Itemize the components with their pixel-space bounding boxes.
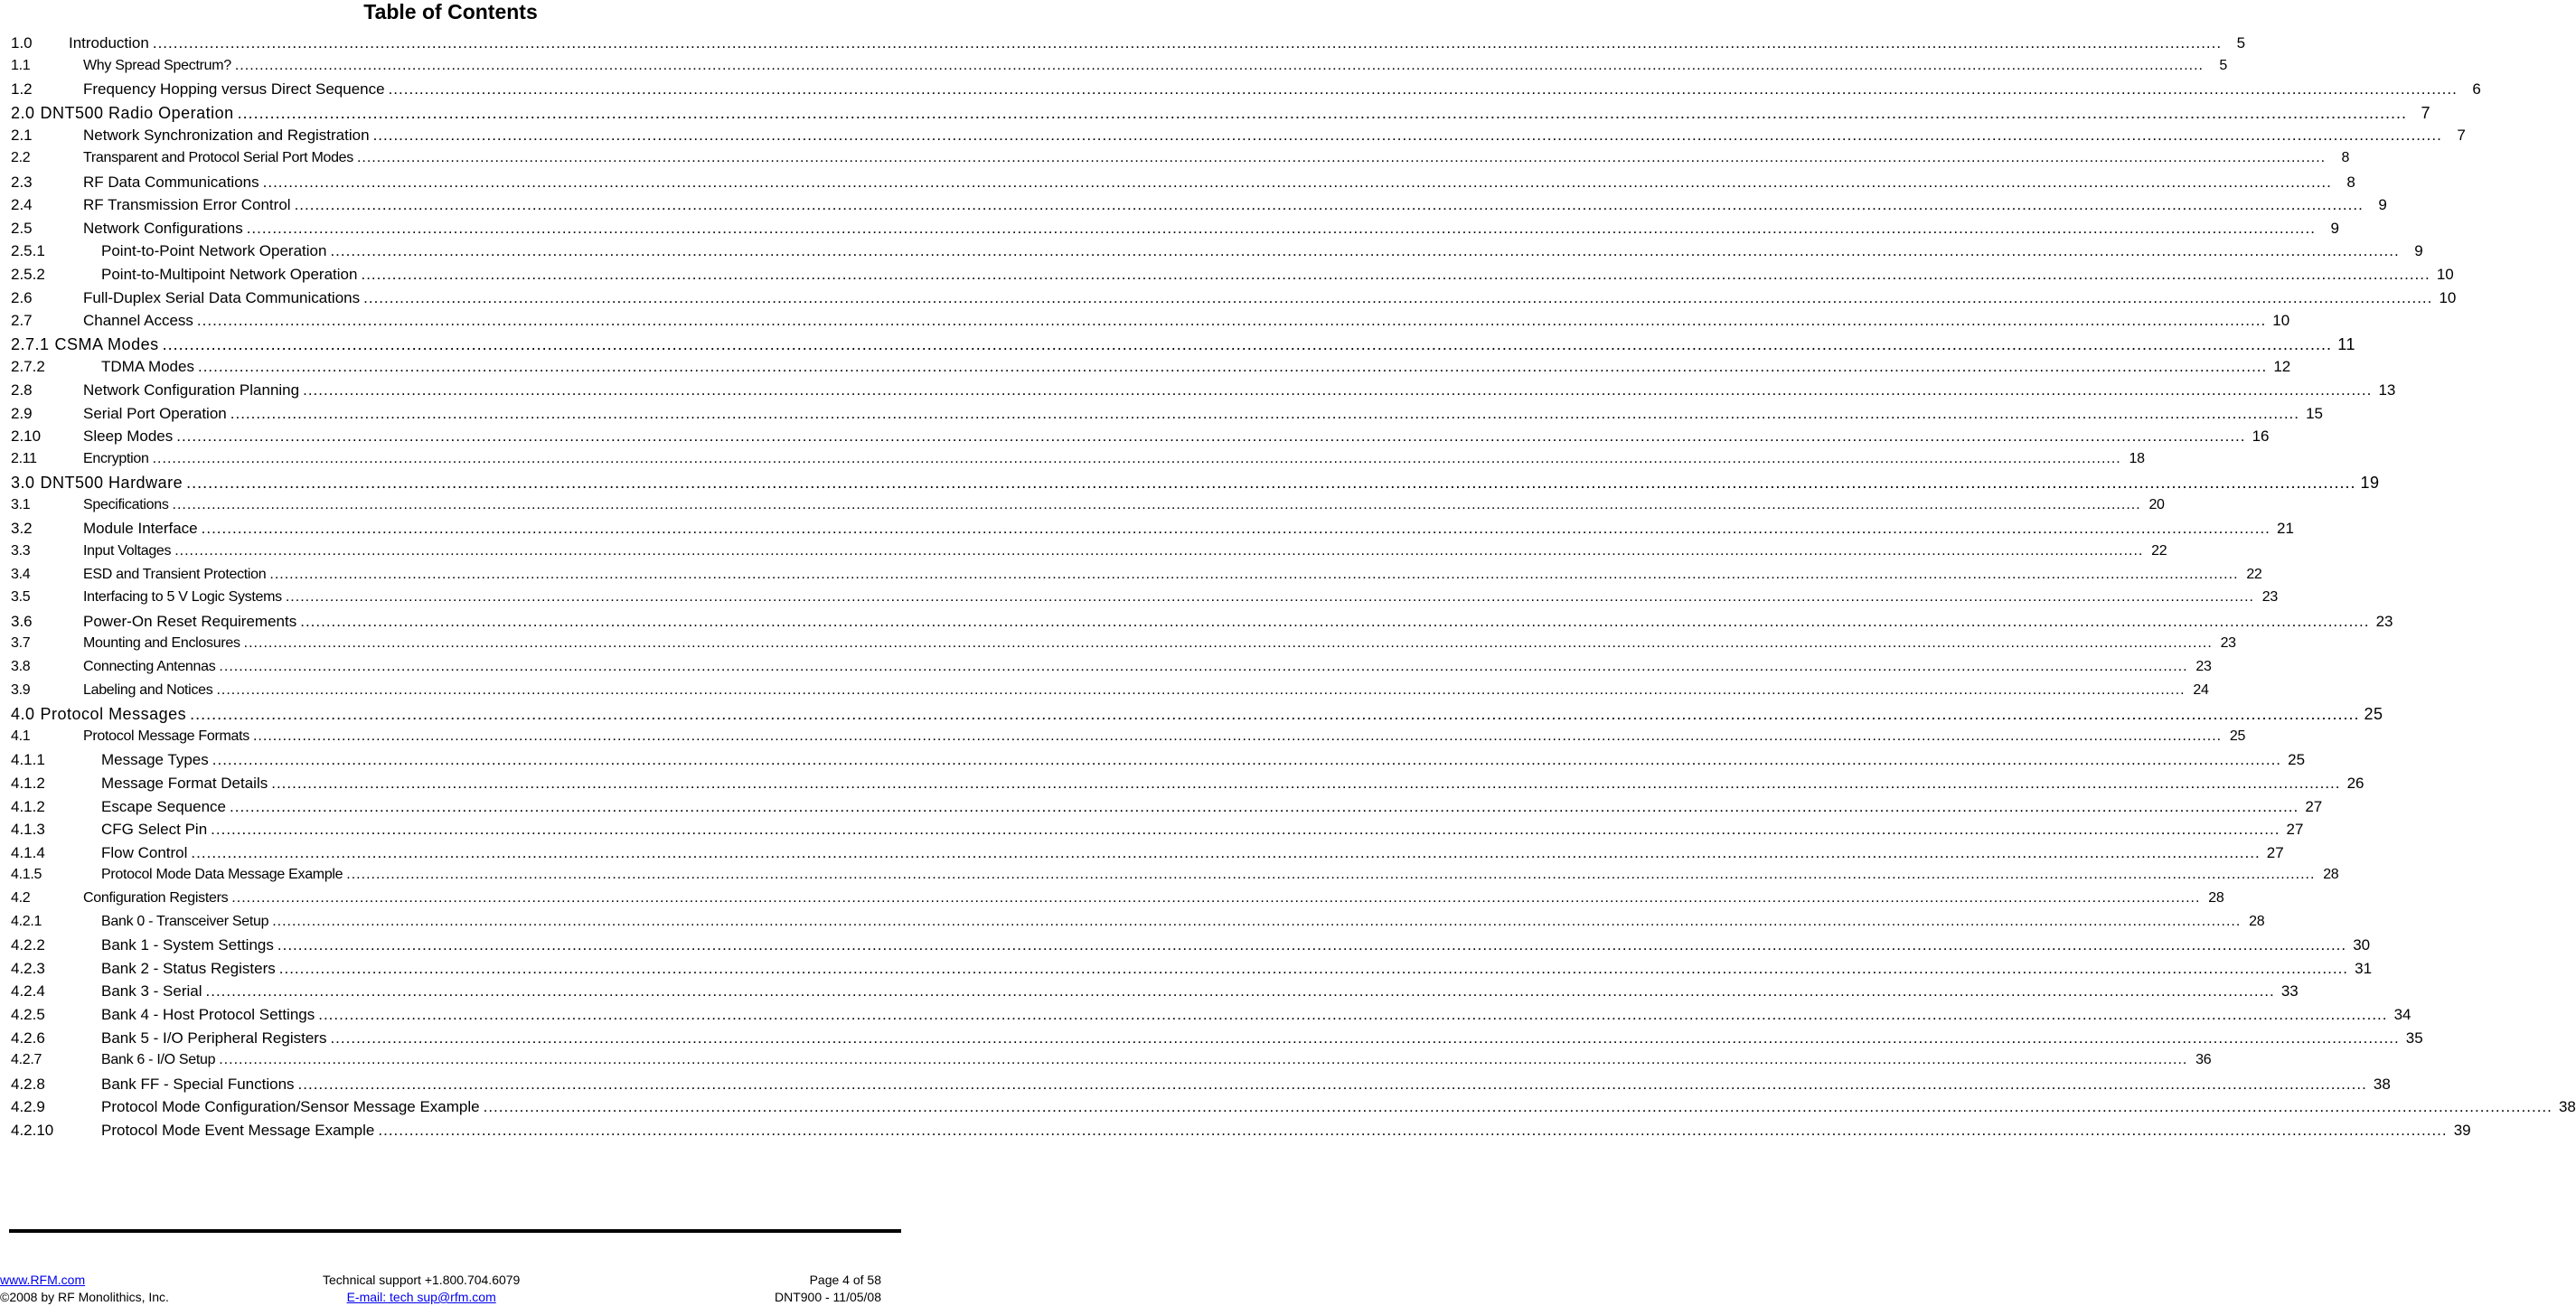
toc-entry-page: 27 — [2266, 843, 2284, 861]
toc-entry-page: 36 — [2195, 1052, 2212, 1068]
toc-entry-page: 34 — [2393, 1005, 2411, 1023]
toc-entry-number: 1.2 — [11, 80, 33, 99]
toc-entry-number: 3.2 — [11, 520, 33, 538]
toc-entry-number: 2.3 — [11, 173, 33, 191]
footer-center — [323, 1272, 520, 1306]
toc-entry[interactable] — [11, 843, 2284, 868]
toc-entry-number: 2.11 — [11, 450, 37, 466]
toc-entry-page: 38 — [2558, 1098, 2576, 1116]
toc-entry-title: Bank 3 - Serial — [101, 982, 202, 1001]
dot-leader: ................................................................................................................................................................................................................................................................................................................................................................................................................ — [211, 821, 2280, 839]
toc-entry-page: 28 — [2249, 913, 2265, 929]
toc-entry-number: 3.8 — [11, 659, 31, 675]
dot-leader: ................................................................................................................................................................................................................................................................................................................................................................................................................ — [294, 196, 2364, 214]
toc-entry-title: Why Spread Spectrum? — [83, 57, 231, 73]
toc-entry[interactable] — [11, 889, 2224, 914]
toc-entry-title: Bank FF - Special Functions — [101, 1075, 295, 1093]
toc-entry-page: 7 — [2457, 127, 2466, 145]
toc-entry-page: 30 — [2353, 936, 2371, 954]
dot-leader: ................................................................................................................................................................................................................................................................................................................................................................................................................ — [216, 681, 2186, 698]
toc-entry-number: 2.8 — [11, 381, 33, 399]
dot-leader: ................................................................................................................................................................................................................................................................................................................................................................................................................ — [231, 889, 2201, 906]
toc-entry-page: 12 — [2273, 358, 2291, 376]
toc-entry-page: 9 — [2378, 196, 2387, 214]
toc-entry-number: 2.4 — [11, 196, 33, 214]
toc-entry-page: 21 — [2276, 520, 2294, 538]
toc-entry-title: Frequency Hopping versus Direct Sequence — [83, 80, 385, 99]
dot-leader: ................................................................................................................................................................................................................................................................................................................................................................................................................ — [201, 520, 2270, 538]
toc-entry-page: 23 — [2220, 635, 2236, 652]
toc-entry-number: 4.1.2 — [11, 775, 45, 792]
toc-entry-page: 38 — [2373, 1075, 2391, 1093]
toc-entry-number: 4.0 — [11, 705, 35, 724]
toc-entry-title: Mounting and Enclosures — [83, 635, 240, 652]
toc-entry-number: 4.1.3 — [11, 821, 45, 839]
toc-entry-page: 22 — [2151, 543, 2167, 559]
toc-entry[interactable] — [11, 34, 2246, 58]
toc-entry-page: 9 — [2330, 219, 2339, 237]
dot-leader: ................................................................................................................................................................................................................................................................................................................................................................................................................ — [234, 57, 2204, 73]
toc-entry-title: Message Types — [101, 751, 209, 769]
dot-leader: ................................................................................................................................................................................................................................................................................................................................................................................................................ — [269, 566, 2239, 582]
toc-entry-number: 2.10 — [11, 428, 42, 446]
toc-entry-page: 7 — [2421, 103, 2431, 122]
toc-entry-page: 23 — [2195, 659, 2212, 675]
toc-entry-number: 2.6 — [11, 288, 33, 306]
toc-entry[interactable] — [11, 358, 2291, 381]
toc-entry-page: 24 — [2193, 681, 2209, 698]
toc-entry-title: Connecting Antennas — [83, 659, 216, 675]
dot-leader: ................................................................................................................................................................................................................................................................................................................................................................................................................ — [186, 474, 2356, 493]
toc-entry[interactable] — [11, 705, 2383, 728]
toc-entry[interactable] — [11, 312, 2290, 335]
toc-entry[interactable] — [11, 982, 2299, 1006]
footer-divider — [9, 1229, 901, 1233]
toc-entry-number: 4.2.3 — [11, 959, 45, 977]
toc-entry[interactable] — [11, 1052, 2212, 1076]
toc-entry-number: 4.2.8 — [11, 1075, 45, 1093]
toc-entry-title: Configuration Registers — [83, 889, 229, 906]
toc-entry-page: 28 — [2208, 889, 2224, 906]
dot-leader: ................................................................................................................................................................................................................................................................................................................................................................................................................ — [303, 381, 2373, 399]
toc-entry-title: Serial Port Operation — [83, 404, 227, 422]
toc-entry-title: Flow Control — [101, 843, 188, 861]
dot-leader: ................................................................................................................................................................................................................................................................................................................................................................................................................ — [330, 242, 2400, 260]
dot-leader: ................................................................................................................................................................................................................................................................................................................................................................................................................ — [330, 1029, 2400, 1047]
toc-entry-page: 18 — [2129, 450, 2145, 466]
toc-entry-number: 2.7.2 — [11, 358, 45, 376]
toc-entry-number: 3.0 — [11, 474, 35, 493]
toc-entry-title: Bank 5 - I/O Peripheral Registers — [101, 1029, 327, 1047]
dot-leader: ................................................................................................................................................................................................................................................................................................................................................................................................................ — [196, 312, 2267, 330]
toc-entry-title: Network Configuration Planning — [83, 381, 300, 399]
toc-entry-page: 28 — [2323, 867, 2339, 883]
toc-entry-page: 19 — [2360, 474, 2380, 493]
toc-entry-title: RF Data Communications — [83, 173, 259, 191]
toc-entry-title: RF Transmission Error Control — [83, 196, 291, 214]
toc-entry-title: Bank 4 - Host Protocol Settings — [101, 1005, 315, 1023]
dot-leader: ................................................................................................................................................................................................................................................................................................................................................................................................................ — [372, 127, 2442, 145]
toc-entry-page: 39 — [2453, 1121, 2471, 1139]
toc-entry-number: 3.6 — [11, 612, 33, 630]
toc-entry-title: ESD and Transient Protection — [83, 566, 267, 582]
toc-entry[interactable] — [11, 1098, 2576, 1122]
toc-entry-page: 23 — [2261, 589, 2278, 606]
toc-entry[interactable] — [11, 80, 2481, 104]
toc-entry[interactable] — [11, 913, 2265, 937]
toc-entry-page: 33 — [2280, 982, 2299, 1001]
toc-entry[interactable] — [11, 288, 2457, 313]
toc-entry[interactable] — [11, 1075, 2391, 1099]
toc-entry-number: 4.1.2 — [11, 797, 45, 815]
dot-leader: ................................................................................................................................................................................................................................................................................................................................................................................................................ — [191, 843, 2261, 861]
toc-entry-page: 25 — [2229, 728, 2246, 744]
toc-entry-title: Protocol Mode Data Message Example — [101, 867, 343, 883]
dot-leader: ................................................................................................................................................................................................................................................................................................................................................................................................................ — [363, 288, 2433, 306]
toc-entry-page: 8 — [2346, 173, 2355, 191]
dot-leader: ................................................................................................................................................................................................................................................................................................................................................................................................................ — [246, 219, 2316, 237]
toc-entry-number: 3.5 — [11, 589, 31, 606]
support-email-link[interactable]: E-mail: tech sup@rfm.com — [346, 1290, 496, 1304]
toc-entry[interactable] — [11, 196, 2387, 220]
dot-leader: ................................................................................................................................................................................................................................................................................................................................................................................................................ — [300, 612, 2370, 630]
toc-entry-title: Protocol Message Formats — [83, 728, 249, 744]
toc-entry-number: 4.2.4 — [11, 982, 45, 1001]
toc-entry-title: Labeling and Notices — [83, 681, 213, 698]
dot-leader: ................................................................................................................................................................................................................................................................................................................................................................................................................ — [318, 1005, 2388, 1023]
toc-entry-page: 25 — [2288, 751, 2306, 769]
toc-entry-title: Sleep Modes — [83, 428, 174, 446]
dot-leader: ................................................................................................................................................................................................................................................................................................................................................................................................................ — [176, 428, 2246, 446]
toc-entry-number: 2.2 — [11, 149, 31, 165]
toc-entry-page: 5 — [2219, 57, 2227, 73]
dot-leader: ................................................................................................................................................................................................................................................................................................................................................................................................................ — [278, 959, 2349, 977]
toc-entry[interactable] — [11, 797, 2323, 822]
toc-entry-title: DNT500 Hardware — [40, 474, 183, 493]
toc-entry-title: Bank 2 - Status Registers — [101, 959, 276, 977]
toc-entry[interactable] — [11, 936, 2371, 960]
toc-entry[interactable] — [11, 242, 2423, 266]
toc-entry-number: 4.1 — [11, 728, 31, 744]
dot-leader: ................................................................................................................................................................................................................................................................................................................................................................................................................ — [388, 80, 2458, 99]
toc-entry[interactable] — [11, 404, 2324, 428]
toc-entry-title: Point-to-Point Network Operation — [101, 242, 327, 260]
toc-entry[interactable] — [11, 496, 2165, 521]
toc-entry-title: DNT500 Radio Operation — [40, 103, 234, 122]
toc-entry-page: 23 — [2375, 612, 2393, 630]
toc-entry[interactable] — [11, 450, 2145, 474]
toc-entry-number: 3.4 — [11, 566, 31, 582]
toc-entry[interactable] — [11, 681, 2209, 706]
toc-entry-title: Bank 1 - System Settings — [101, 936, 274, 954]
toc-entry[interactable] — [11, 959, 2373, 983]
dot-leader: ................................................................................................................................................................................................................................................................................................................................................................................................................ — [252, 728, 2223, 744]
dot-leader: ................................................................................................................................................................................................................................................................................................................................................................................................................ — [272, 913, 2242, 929]
toc-entry-title: Interfacing to 5 V Logic Systems — [83, 589, 282, 606]
dot-leader: ................................................................................................................................................................................................................................................................................................................................................................................................................ — [277, 936, 2347, 954]
dot-leader: ................................................................................................................................................................................................................................................................................................................................................................................................................ — [219, 1052, 2188, 1068]
toc-entry-number: 3.3 — [11, 543, 31, 559]
toc-entry-title: Transparent and Protocol Serial Port Modes — [83, 149, 353, 165]
toc-entry[interactable] — [11, 751, 2306, 775]
toc-entry-title: Point-to-Multipoint Network Operation — [101, 265, 358, 283]
toc-entry-page: 9 — [2414, 242, 2423, 260]
dot-leader: ................................................................................................................................................................................................................................................................................................................................................................................................................ — [237, 103, 2408, 122]
dot-leader: ................................................................................................................................................................................................................................................................................................................................................................................................................ — [205, 982, 2275, 1001]
toc-entry-page: 27 — [2305, 797, 2323, 815]
toc-entry-number: 2.5.2 — [11, 265, 45, 283]
toc-entry-page: 22 — [2246, 566, 2262, 582]
toc-entry-number: 1.0 — [11, 34, 33, 52]
toc-entry-title: Message Format Details — [101, 775, 268, 792]
toc-entry-title: TDMA Modes — [101, 358, 194, 376]
dot-leader: ................................................................................................................................................................................................................................................................................................................................................................................................................ — [230, 404, 2300, 422]
toc-entry[interactable] — [11, 57, 2227, 81]
toc-entry[interactable] — [11, 821, 2304, 844]
dot-leader: ................................................................................................................................................................................................................................................................................................................................................................................................................ — [285, 589, 2254, 606]
toc-entry[interactable] — [11, 1029, 2423, 1053]
toc-entry-page: 6 — [2472, 80, 2481, 99]
dot-leader: ................................................................................................................................................................................................................................................................................................................................................................................................................ — [346, 867, 2316, 883]
toc-entry-number: 4.2.7 — [11, 1052, 42, 1068]
toc-entry-page: 26 — [2346, 775, 2364, 792]
toc-entry-title: Channel Access — [83, 312, 193, 330]
dot-leader: ................................................................................................................................................................................................................................................................................................................................................................................................................ — [361, 265, 2430, 283]
toc-entry-page: 10 — [2439, 288, 2457, 306]
toc-entry-title: Encryption — [83, 450, 149, 466]
toc-entry-page: 15 — [2306, 404, 2324, 422]
dot-leader: ................................................................................................................................................................................................................................................................................................................................................................................................................ — [172, 496, 2141, 512]
toc-entry[interactable] — [11, 334, 2355, 359]
dot-leader: ................................................................................................................................................................................................................................................................................................................................................................................................................ — [152, 34, 2223, 52]
toc-entry-title: Network Configurations — [83, 219, 243, 237]
toc-entry-number: 3.7 — [11, 635, 31, 652]
toc-entry-number: 4.2 — [11, 889, 31, 906]
dot-leader: ................................................................................................................................................................................................................................................................................................................................................................................................................ — [212, 751, 2282, 769]
toc-entry-number: 3.9 — [11, 681, 31, 698]
toc-entry[interactable] — [11, 428, 2270, 451]
toc-entry[interactable] — [11, 635, 2236, 659]
toc-entry[interactable] — [11, 728, 2246, 752]
toc-entry-title: Network Synchronization and Registration — [83, 127, 370, 145]
toc-entry-title: Protocol Messages — [40, 705, 187, 724]
website-link[interactable]: www.RFM.com — [0, 1273, 86, 1287]
toc-entry-number: 1.1 — [11, 57, 31, 73]
page-number: Page 4 of 58 — [809, 1273, 881, 1287]
footer-right — [775, 1272, 881, 1306]
toc-entry-title: CFG Select Pin — [101, 821, 208, 839]
toc-entry-number: 2.0 — [11, 103, 35, 122]
copyright-text: ©2008 by RF Monolithics, Inc. — [0, 1290, 169, 1304]
toc-entry-page: 10 — [2272, 312, 2290, 330]
document-id: DNT900 - 11/05/08 — [774, 1290, 881, 1304]
toc-entry[interactable] — [11, 659, 2212, 682]
toc-entry[interactable] — [11, 103, 2431, 127]
toc-entry-page: 31 — [2355, 959, 2373, 977]
toc-entry-page: 10 — [2436, 265, 2454, 283]
toc-entry-number: 2.7.1 — [11, 334, 50, 353]
toc-entry-title: Introduction — [69, 34, 149, 52]
toc-entry[interactable] — [11, 265, 2454, 289]
dot-leader: ................................................................................................................................................................................................................................................................................................................................................................................................................ — [190, 705, 2360, 724]
toc-entry[interactable] — [11, 1005, 2411, 1029]
toc-entry[interactable] — [11, 589, 2278, 613]
footer-left — [0, 1272, 169, 1306]
toc-entry-number: 2.5.1 — [11, 242, 45, 260]
toc-entry-title: Protocol Mode Event Message Example — [101, 1121, 375, 1139]
toc-entry-page: 8 — [2341, 149, 2350, 165]
toc-entry[interactable] — [11, 543, 2167, 567]
toc-entry-number: 4.2.10 — [11, 1121, 54, 1139]
toc-entry[interactable] — [11, 612, 2393, 636]
toc-entry-title: CSMA Modes — [54, 334, 159, 353]
toc-entry-number: 4.1.4 — [11, 843, 45, 861]
toc-entry-number: 2.7 — [11, 312, 33, 330]
toc-entry-number: 2.5 — [11, 219, 33, 237]
support-phone: Technical support +1.800.704.6079 — [323, 1273, 521, 1287]
toc-entry-page: 16 — [2252, 428, 2270, 446]
toc-entry-number: 4.2.9 — [11, 1098, 45, 1116]
toc-entry-title: Escape Sequence — [101, 797, 226, 815]
dot-leader: ................................................................................................................................................................................................................................................................................................................................................................................................................ — [483, 1098, 2552, 1116]
toc-entry-title: Bank 6 - I/O Setup — [101, 1052, 216, 1068]
toc-entry-page: 13 — [2378, 381, 2396, 399]
dot-leader: ................................................................................................................................................................................................................................................................................................................................................................................................................ — [162, 334, 2332, 353]
toc-entry-number: 4.2.2 — [11, 936, 45, 954]
toc-entry-page: 27 — [2286, 821, 2304, 839]
toc-entry[interactable] — [11, 775, 2364, 798]
dot-leader: ................................................................................................................................................................................................................................................................................................................................................................................................................ — [219, 659, 2188, 675]
dot-leader: ................................................................................................................................................................................................................................................................................................................................................................................................................ — [230, 797, 2299, 815]
toc-entry[interactable] — [11, 474, 2380, 497]
toc-entry-page: 25 — [2364, 705, 2383, 724]
toc-entry-title: Protocol Mode Configuration/Sensor Message Example — [101, 1098, 480, 1116]
toc-entry-page: 20 — [2148, 496, 2165, 512]
toc-entry-title: Bank 0 - Transceiver Setup — [101, 913, 269, 929]
toc-entry[interactable] — [11, 520, 2294, 543]
dot-leader: ................................................................................................................................................................................................................................................................................................................................................................................................................ — [262, 173, 2332, 191]
toc-entry-page: 35 — [2405, 1029, 2423, 1047]
dot-leader: ................................................................................................................................................................................................................................................................................................................................................................................................................ — [243, 635, 2213, 652]
toc-entry-number: 3.1 — [11, 496, 31, 512]
table-of-contents — [11, 34, 2576, 1145]
toc-entry-page: 11 — [2337, 334, 2355, 353]
toc-entry-title: Input Voltages — [83, 543, 172, 559]
toc-entry-number: 4.1.1 — [11, 751, 45, 769]
page-title: Table of Contents — [363, 0, 538, 23]
toc-entry-number: 2.1 — [11, 127, 33, 145]
dot-leader: ................................................................................................................................................................................................................................................................................................................................................................................................................ — [297, 1075, 2367, 1093]
toc-entry-title: Full-Duplex Serial Data Communications — [83, 288, 361, 306]
dot-leader: ................................................................................................................................................................................................................................................................................................................................................................................................................ — [378, 1121, 2448, 1139]
toc-entry-title: Module Interface — [83, 520, 198, 538]
toc-entry[interactable] — [11, 173, 2355, 197]
toc-entry[interactable] — [11, 867, 2339, 890]
toc-entry[interactable] — [11, 149, 2350, 174]
toc-entry-title: Specifications — [83, 496, 169, 512]
dot-leader: ................................................................................................................................................................................................................................................................................................................................................................................................................ — [356, 149, 2327, 165]
toc-entry-title: Power-On Reset Requirements — [83, 612, 297, 630]
dot-leader: ................................................................................................................................................................................................................................................................................................................................................................................................................ — [197, 358, 2268, 376]
dot-leader: ................................................................................................................................................................................................................................................................................................................................................................................................................ — [271, 775, 2341, 792]
toc-entry-number: 4.1.5 — [11, 867, 42, 883]
toc-entry[interactable] — [11, 1121, 2471, 1145]
toc-entry-page: 5 — [2236, 34, 2246, 52]
toc-entry-number: 4.2.1 — [11, 913, 42, 929]
dot-leader: ................................................................................................................................................................................................................................................................................................................................................................................................................ — [152, 450, 2121, 466]
toc-entry[interactable] — [11, 566, 2262, 590]
toc-entry-number: 2.9 — [11, 404, 33, 422]
toc-entry[interactable] — [11, 219, 2339, 243]
toc-entry-number: 4.2.6 — [11, 1029, 45, 1047]
toc-entry[interactable] — [11, 381, 2396, 405]
dot-leader: ................................................................................................................................................................................................................................................................................................................................................................................................................ — [174, 543, 2144, 559]
toc-entry[interactable] — [11, 127, 2466, 150]
toc-entry-number: 4.2.5 — [11, 1005, 45, 1023]
